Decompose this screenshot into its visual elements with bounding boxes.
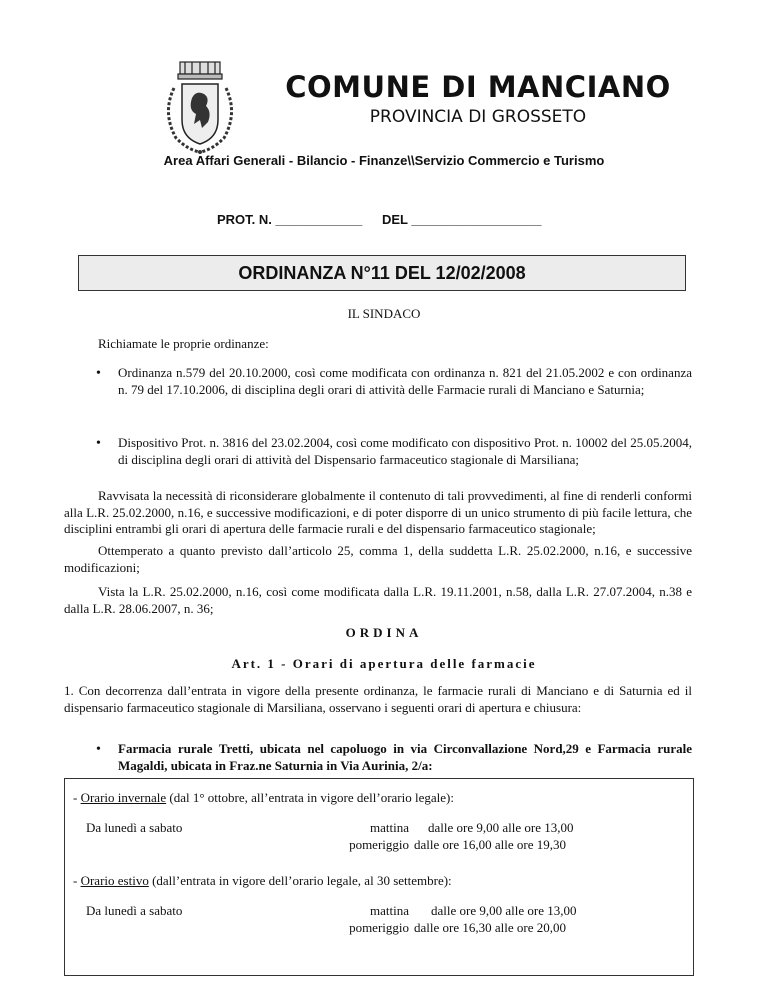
province-subtitle: PROVINCIA DI GROSSETO: [369, 107, 587, 127]
bullet-item: Dispositivo Prot. n. 3816 del 23.02.2004, così come modificato con dispositivo Prot. n. 10002 del 25.05.2004, di disciplina degli orari di attività del Dispensario farmaceutico stagionale di Marsiliana;: [118, 435, 692, 467]
bullet-icon: •: [96, 742, 101, 757]
sindaco-heading: IL SINDACO: [347, 306, 421, 321]
department-line: Area Affari Generali - Bilancio - Finanze\\Servizio Commercio e Turismo: [163, 153, 605, 168]
municipality-title: COMUNE DI MANCIANO: [285, 70, 671, 104]
bullet-icon: •: [96, 436, 101, 451]
summer-schedule-label: Orario estivo: [80, 873, 149, 888]
ravvisata-paragraph: Ravvisata la necessità di riconsiderare globalmente il contenuto di tali provvedimenti, al fine di renderli conformi alla L.R. 25.02.2000, n.16, e successive modificazioni, e di poter disporre di un unico strumento di più facile lettura, che disciplini entrambi gli orari di apertura delle farmacie rurali e del dispensario farmaceutico stagionale;: [64, 488, 692, 536]
winter-morning-label: mattina: [370, 820, 409, 835]
municipal-crest-logo: [156, 58, 244, 156]
bullet-icon: •: [96, 366, 101, 381]
winter-schedule-heading: - Orario invernale (dal 1° ottobre, all’entrata in vigore dell’orario legale):: [73, 790, 454, 805]
pharmacies-item: Farmacia rurale Tretti, ubicata nel capoluogo in via Circonvallazione Nord,29 e Farmacia rurale Magaldi, ubicata in Fraz.ne Saturnia in Via Aurinia, 2/a:: [118, 741, 692, 773]
winter-days: Da lunedì a sabato: [86, 820, 183, 835]
bullet-item: Ordinanza n.579 del 20.10.2000, così come modificata con ordinanza n. 821 del 21.05.2002 e con ordinanza n. 79 del 17.10.2006, di disciplina degli orari di attività delle Farmacie rurali di Manciano e Saturnia;: [118, 365, 692, 397]
winter-afternoon-hours: dalle ore 16,00 alle ore 19,30: [414, 837, 566, 852]
winter-afternoon-label: pomeriggio: [349, 837, 409, 852]
crown-icon: [178, 62, 222, 79]
winter-morning-hours: dalle ore 9,00 alle ore 13,00: [428, 820, 574, 835]
summer-days: Da lunedì a sabato: [86, 903, 183, 918]
winter-schedule-label: Orario invernale: [80, 790, 167, 805]
ottemperato-paragraph: Ottemperato a quanto previsto dall’articolo 25, comma 1, della suddetta L.R. 25.02.2000, n.16, e successive modificazioni;: [64, 543, 692, 575]
ordina-heading: ORDINA: [345, 625, 423, 640]
ordinance-title: ORDINANZA N°11 DEL 12/02/2008: [238, 263, 526, 283]
protocol-date: DEL __________________: [382, 212, 542, 227]
vista-paragraph: Vista la L.R. 25.02.2000, n.16, così come modificata dalla L.R. 19.11.2001, n.58, dalla L.R. 27.07.2004, n.38 e dalla L.R. 28.06.2007, n. 36;: [64, 584, 692, 616]
article-1-text: 1. Con decorrenza dall’entrata in vigore della presente ordinanza, le farmacie rurali di Manciano e di Saturnia ed il dispensario farmaceutico stagionale di Marsiliana, osservano i seguenti orari di apertura e chiusura:: [64, 683, 692, 715]
protocol-number: PROT. N. ____________: [217, 212, 363, 227]
ordinance-title-box: [78, 255, 686, 291]
schedule-box: [64, 778, 694, 976]
summer-afternoon-hours: dalle ore 16,30 alle ore 20,00: [414, 920, 566, 935]
richiamate-intro: Richiamate le proprie ordinanze:: [98, 336, 269, 351]
summer-morning-hours: dalle ore 9,00 alle ore 13,00: [431, 903, 577, 918]
summer-schedule-heading: - Orario estivo (dall’entrata in vigore dell’orario legale, al 30 settembre):: [73, 873, 452, 888]
article-1-heading: Art. 1 - Orari di apertura delle farmacie: [231, 656, 537, 671]
summer-afternoon-label: pomeriggio: [349, 920, 409, 935]
summer-morning-label: mattina: [370, 903, 409, 918]
